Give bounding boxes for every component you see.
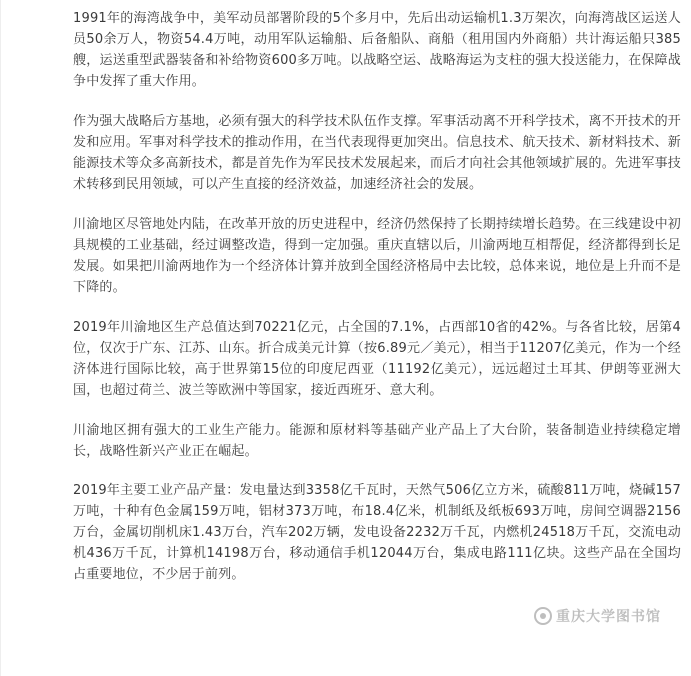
watermark-text: 重庆大学图书馆: [556, 609, 661, 625]
paragraph-industrial-output: 2019年主要工业产品产量：发电量达到3358亿千瓦时，天然气506亿立方米，硫酸811万吨，烧碱157万吨，十种有色金属159万吨，铝材373万吨，布18.4亿米，机制纸及纸板693万吨，房间空调器2156万台，金属切削机床1.43万台，汽车202万辆，发电设备2232万千瓦，内燃机24518万千瓦，交流电动机436万千瓦，计算机14198万台，移动通信手机12044万台，集成电路111亿块。这些产品在全国均占重要地位，不少居于前列。: [73, 483, 681, 582]
paragraph-science-technology: 作为强大战略后方基地，必须有强大的科学技术队伍作支撑。军事活动离不开科学技术，离不开技术的开发和应用。军事对科学技术的推动作用，在当代表现得更加突出。信息技术、航天技术、新材料技术、新能源技术等众多高新技术，都是首先作为军民技术发展起来，而后才向社会其他领域扩展的。先进军事技术转移到民用领域，可以产生直接的经济效益，加速经济社会的发展。: [73, 114, 681, 192]
paragraph-industrial-capacity: 川渝地区拥有强大的工业生产能力。能源和原材料等基础产业产品上了大台阶，装备制造业持续稳定增长，战略性新兴产业正在崛起。: [73, 423, 681, 459]
paragraph-gulf-war: 1991年的海湾战争中，美军动员部署阶段的5个多月中，先后出动运输机1.3万架次，向海湾战区运送人员50余万人，物资54.4万吨，动用军队运输船、后备船队、商船（租用国内外商船）共计海运船只385艘，运送重型武器装备和补给物资600多万吨。以战略空运、战略海运为支柱的强大投送能力，在保障战争中发挥了重大作用。: [73, 11, 681, 89]
paragraph-chuanyu-economy: 川渝地区尽管地处内陆，在改革开放的历史进程中，经济仍然保持了长期持续增长趋势。在三线建设中初具规模的工业基础，经过调整改造，得到一定加强。重庆直辖以后，川渝两地互相帮促，经济都得到长足发展。如果把川渝两地作为一个经济体计算并放到全国经济格局中去比较，总体来说，地位是上升而不是下降的。: [73, 217, 681, 295]
paragraph-gdp-2019: 2019年川渝地区生产总值达到70221亿元，占全国的7.1%，占西部10省的42%。与各省比较，居第4位，仅次于广东、江苏、山东。折合成美元计算（按6.89元／美元），相当于11207亿美元，作为一个经济体进行国际比较，高于世界第15位的印度尼西亚（11192亿美元），远远超过土耳其、伊朗等亚洲大国，也超过荷兰、波兰等欧洲中等国家，接近西班牙、意大利。: [73, 320, 681, 398]
